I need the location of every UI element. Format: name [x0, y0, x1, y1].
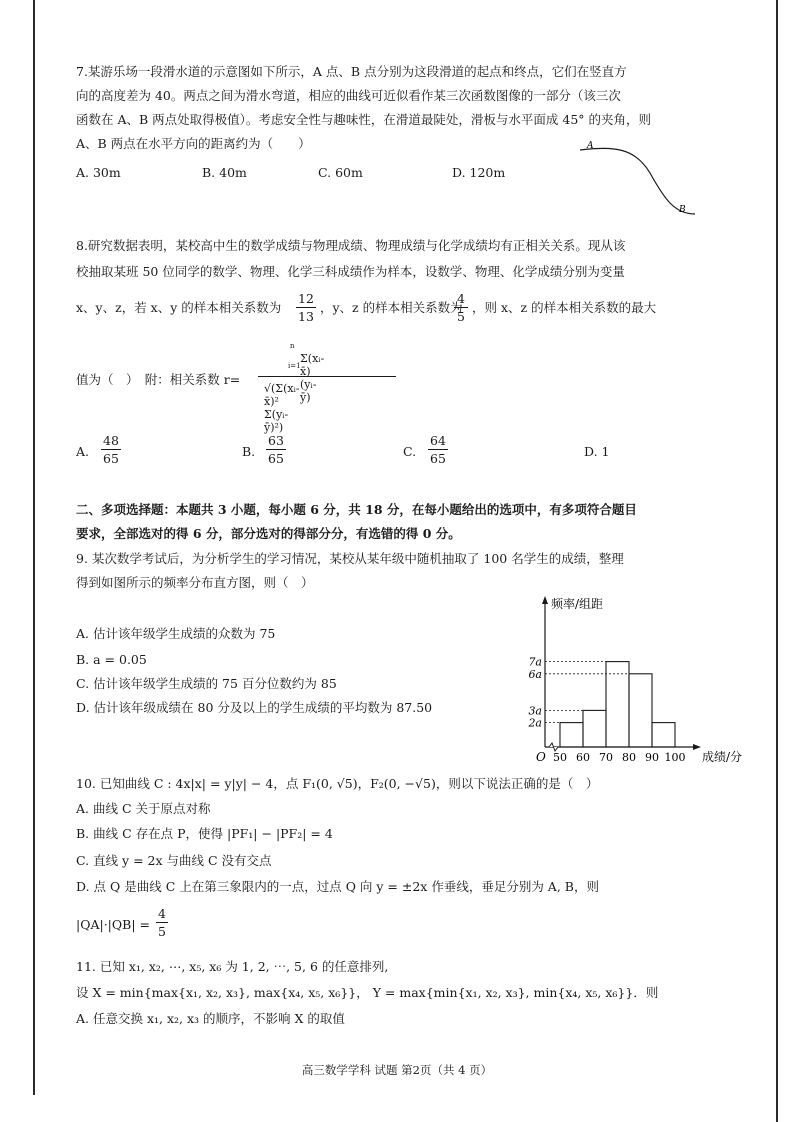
q8-frac-xy-den: 13 — [298, 309, 314, 324]
page-right-border — [776, 0, 778, 1122]
q7-line-4: A、B 两点在水平方向的距离约为（ ） — [76, 136, 311, 151]
q9-option-b: B. a = 0.05 — [76, 652, 147, 667]
q10-option-d: D. 点 Q 是曲线 C 上在第三象限内的一点，过点 Q 向 y = ±2x 作垂线，垂足分别为 A, B，则 — [76, 879, 599, 894]
x-tick-label: 70 — [599, 751, 613, 764]
q8-option-c-den: 65 — [430, 451, 446, 466]
page-left-border — [33, 0, 35, 1095]
q10-d-frac — [156, 906, 168, 939]
q8-line-2: 校抽取某班 50 位同学的数学、物理、化学三科成绩作为样本，设数学、物理、化学成绩分别为变量 — [76, 264, 625, 279]
q11-option-a: A. 任意交换 x₁, x₂, x₃ 的顺序，不影响 X 的取值 — [76, 1011, 345, 1026]
q10-d-frac-num: 4 — [158, 906, 166, 921]
q8-option-d — [584, 443, 610, 461]
q8-option-a-num: 48 — [103, 433, 119, 448]
y-tick-label: 6a — [528, 667, 542, 681]
q8-option-c — [428, 433, 448, 466]
q7-option-b: B. 40m — [202, 165, 247, 180]
page-footer: 高三数学学科 试题 第2页（共 4 页） — [301, 1063, 493, 1077]
section2-heading-2: 要求，全部选对的得 6 分，部分选对的得部分分，有选错的得 0 分。 — [76, 526, 461, 541]
q9-line-2: 得到如图所示的频率分布直方图，则（ ） — [76, 575, 314, 590]
y-axis-label: 频率/组距 — [551, 597, 604, 611]
q8-frac-xy — [296, 291, 316, 324]
histogram-bar — [606, 662, 629, 747]
point-b-label: B — [679, 205, 686, 215]
q10-option-c: C. 直线 y = 2x 与曲线 C 没有交点 — [76, 853, 272, 868]
y-axis-arrow — [542, 596, 548, 604]
q8-option-d-text: 1 — [601, 444, 610, 459]
x-tick-label: 60 — [576, 751, 590, 764]
q8-frac-yz-num: 4 — [457, 291, 465, 306]
x-tick-label: 80 — [622, 751, 636, 764]
q9-option-a: A. 估计该年级学生成绩的众数为 75 — [76, 626, 276, 641]
q8-line-1: 8.研究数据表明，某校高中生的数学成绩与物理成绩、物理成绩与化学成绩均有正相关关系。现从该 — [76, 238, 626, 253]
q7-option-a: A. 30m — [76, 165, 121, 180]
y-tick-label: 3a — [528, 704, 542, 718]
q8-option-d-letter: D. — [584, 444, 598, 459]
q7-option-c: C. 60m — [318, 165, 363, 180]
q10-line-1: 10. 已知曲线 C : 4x|x| = y|y| − 4，点 F₁(0, √5)，F₂(0, −√5)，则以下说法正确的是（ ） — [76, 776, 599, 791]
q8-line-4: 值为（ ） 附：相关系数 r= — [76, 372, 241, 387]
q9-option-c: C. 估计该年级学生成绩的 75 百分位数约为 85 — [76, 676, 337, 691]
q8-line-3b: ，y、z 的样本相关系数为 — [320, 300, 463, 315]
formula-denominator: √(Σ(xᵢ-x̄)² Σ(yᵢ-ȳ)²) — [264, 382, 300, 434]
formula-numerator: Σ(xᵢ-x̄)(yᵢ-ȳ) — [300, 352, 325, 404]
q8-frac-yz — [454, 291, 468, 324]
histogram-bar — [629, 674, 652, 747]
q7-line-3: 函数在 A、B 两点处取得极值）。考虑安全性与趣味性，在滑道最陡处，滑板与水平面成 45° 的夹角，则 — [76, 112, 652, 127]
q10-option-a: A. 曲线 C 关于原点对称 — [76, 801, 211, 816]
sum-bottom-upper: i=1 — [288, 362, 301, 370]
q8-option-b-den: 65 — [268, 451, 284, 466]
origin-label: O — [536, 750, 546, 764]
q10-option-b: B. 曲线 C 存在点 P，使得 |PF₁| − |PF₂| = 4 — [76, 826, 333, 841]
y-tick-label: 2a — [528, 716, 542, 730]
q10-d-frac-den: 5 — [158, 924, 166, 939]
slide-curve — [580, 148, 695, 214]
q8-line-3a: x、y、z，若 x、y 的样本相关系数为 — [76, 300, 282, 315]
slide-diagram — [575, 138, 705, 223]
frequency-histogram — [510, 592, 750, 770]
q8-option-a — [101, 433, 121, 466]
q8-option-b-num: 63 — [268, 433, 284, 448]
q10-option-d-cont: |QA|·|QB| = — [76, 917, 150, 932]
q7-line-1: 7.某游乐场一段滑水道的示意图如下所示，A 点、B 点分别为这段滑道的起点和终点，它们在竖直方 — [76, 64, 627, 79]
q8-option-c-letter: C. — [403, 444, 417, 459]
q9-option-d: D. 估计该年级成绩在 80 分及以上的学生成绩的平均数为 87.50 — [76, 700, 433, 715]
q8-option-b — [266, 433, 286, 466]
q8-line-3c: ，则 x、z 的样本相关系数的最大 — [472, 300, 657, 315]
x-tick-label: 100 — [664, 751, 686, 764]
histogram-bar — [560, 723, 583, 747]
q9-line-1: 9. 某次数学考试后，为分析学生的学习情况，某校从某年级中随机抽取了 100 名学生的成绩，整理 — [76, 551, 624, 566]
q8-option-a-den: 65 — [103, 451, 119, 466]
q8-option-b-letter: B. — [242, 444, 256, 459]
q11-line-1: 11. 已知 x₁, x₂, ⋯, x₅, x₆ 为 1, 2, ⋯, 5, 6 的任意排列, — [76, 959, 389, 974]
x-axis-break — [549, 743, 558, 751]
y-tick-label: 7a — [528, 655, 542, 669]
x-tick-label: 90 — [645, 751, 659, 764]
histogram-bar — [583, 710, 606, 747]
q8-frac-xy-num: 12 — [298, 291, 314, 306]
histogram-bar — [652, 723, 675, 747]
sum-top-upper: n — [290, 342, 295, 350]
section2-heading-1: 二、多项选择题：本题共 3 小题，每小题 6 分，共 18 分，在每小题给出的选项中，有多项符合题目 — [76, 502, 637, 517]
x-axis-arrow — [693, 744, 701, 750]
q7-line-2: 向的高度差为 40。两点之间为滑水弯道，相应的曲线可近似看作某三次函数图像的一部分（该三次 — [76, 88, 621, 103]
q8-option-a-letter: A. — [76, 444, 90, 459]
q8-frac-yz-den: 5 — [457, 309, 465, 324]
q11-line-2: 设 X = min{max{x₁, x₂, x₃}, max{x₄, x₅, x₆}}， Y = max{min{x₁, x₂, x₃}, min{x₄, x₅, x₆}}．则 — [76, 985, 659, 1000]
point-a-label: A — [587, 141, 594, 151]
x-axis-label: 成绩/分 — [702, 750, 743, 764]
x-tick-label: 50 — [553, 751, 567, 764]
q7-option-d: D. 120m — [452, 165, 506, 180]
q8-option-c-num: 64 — [430, 433, 446, 448]
